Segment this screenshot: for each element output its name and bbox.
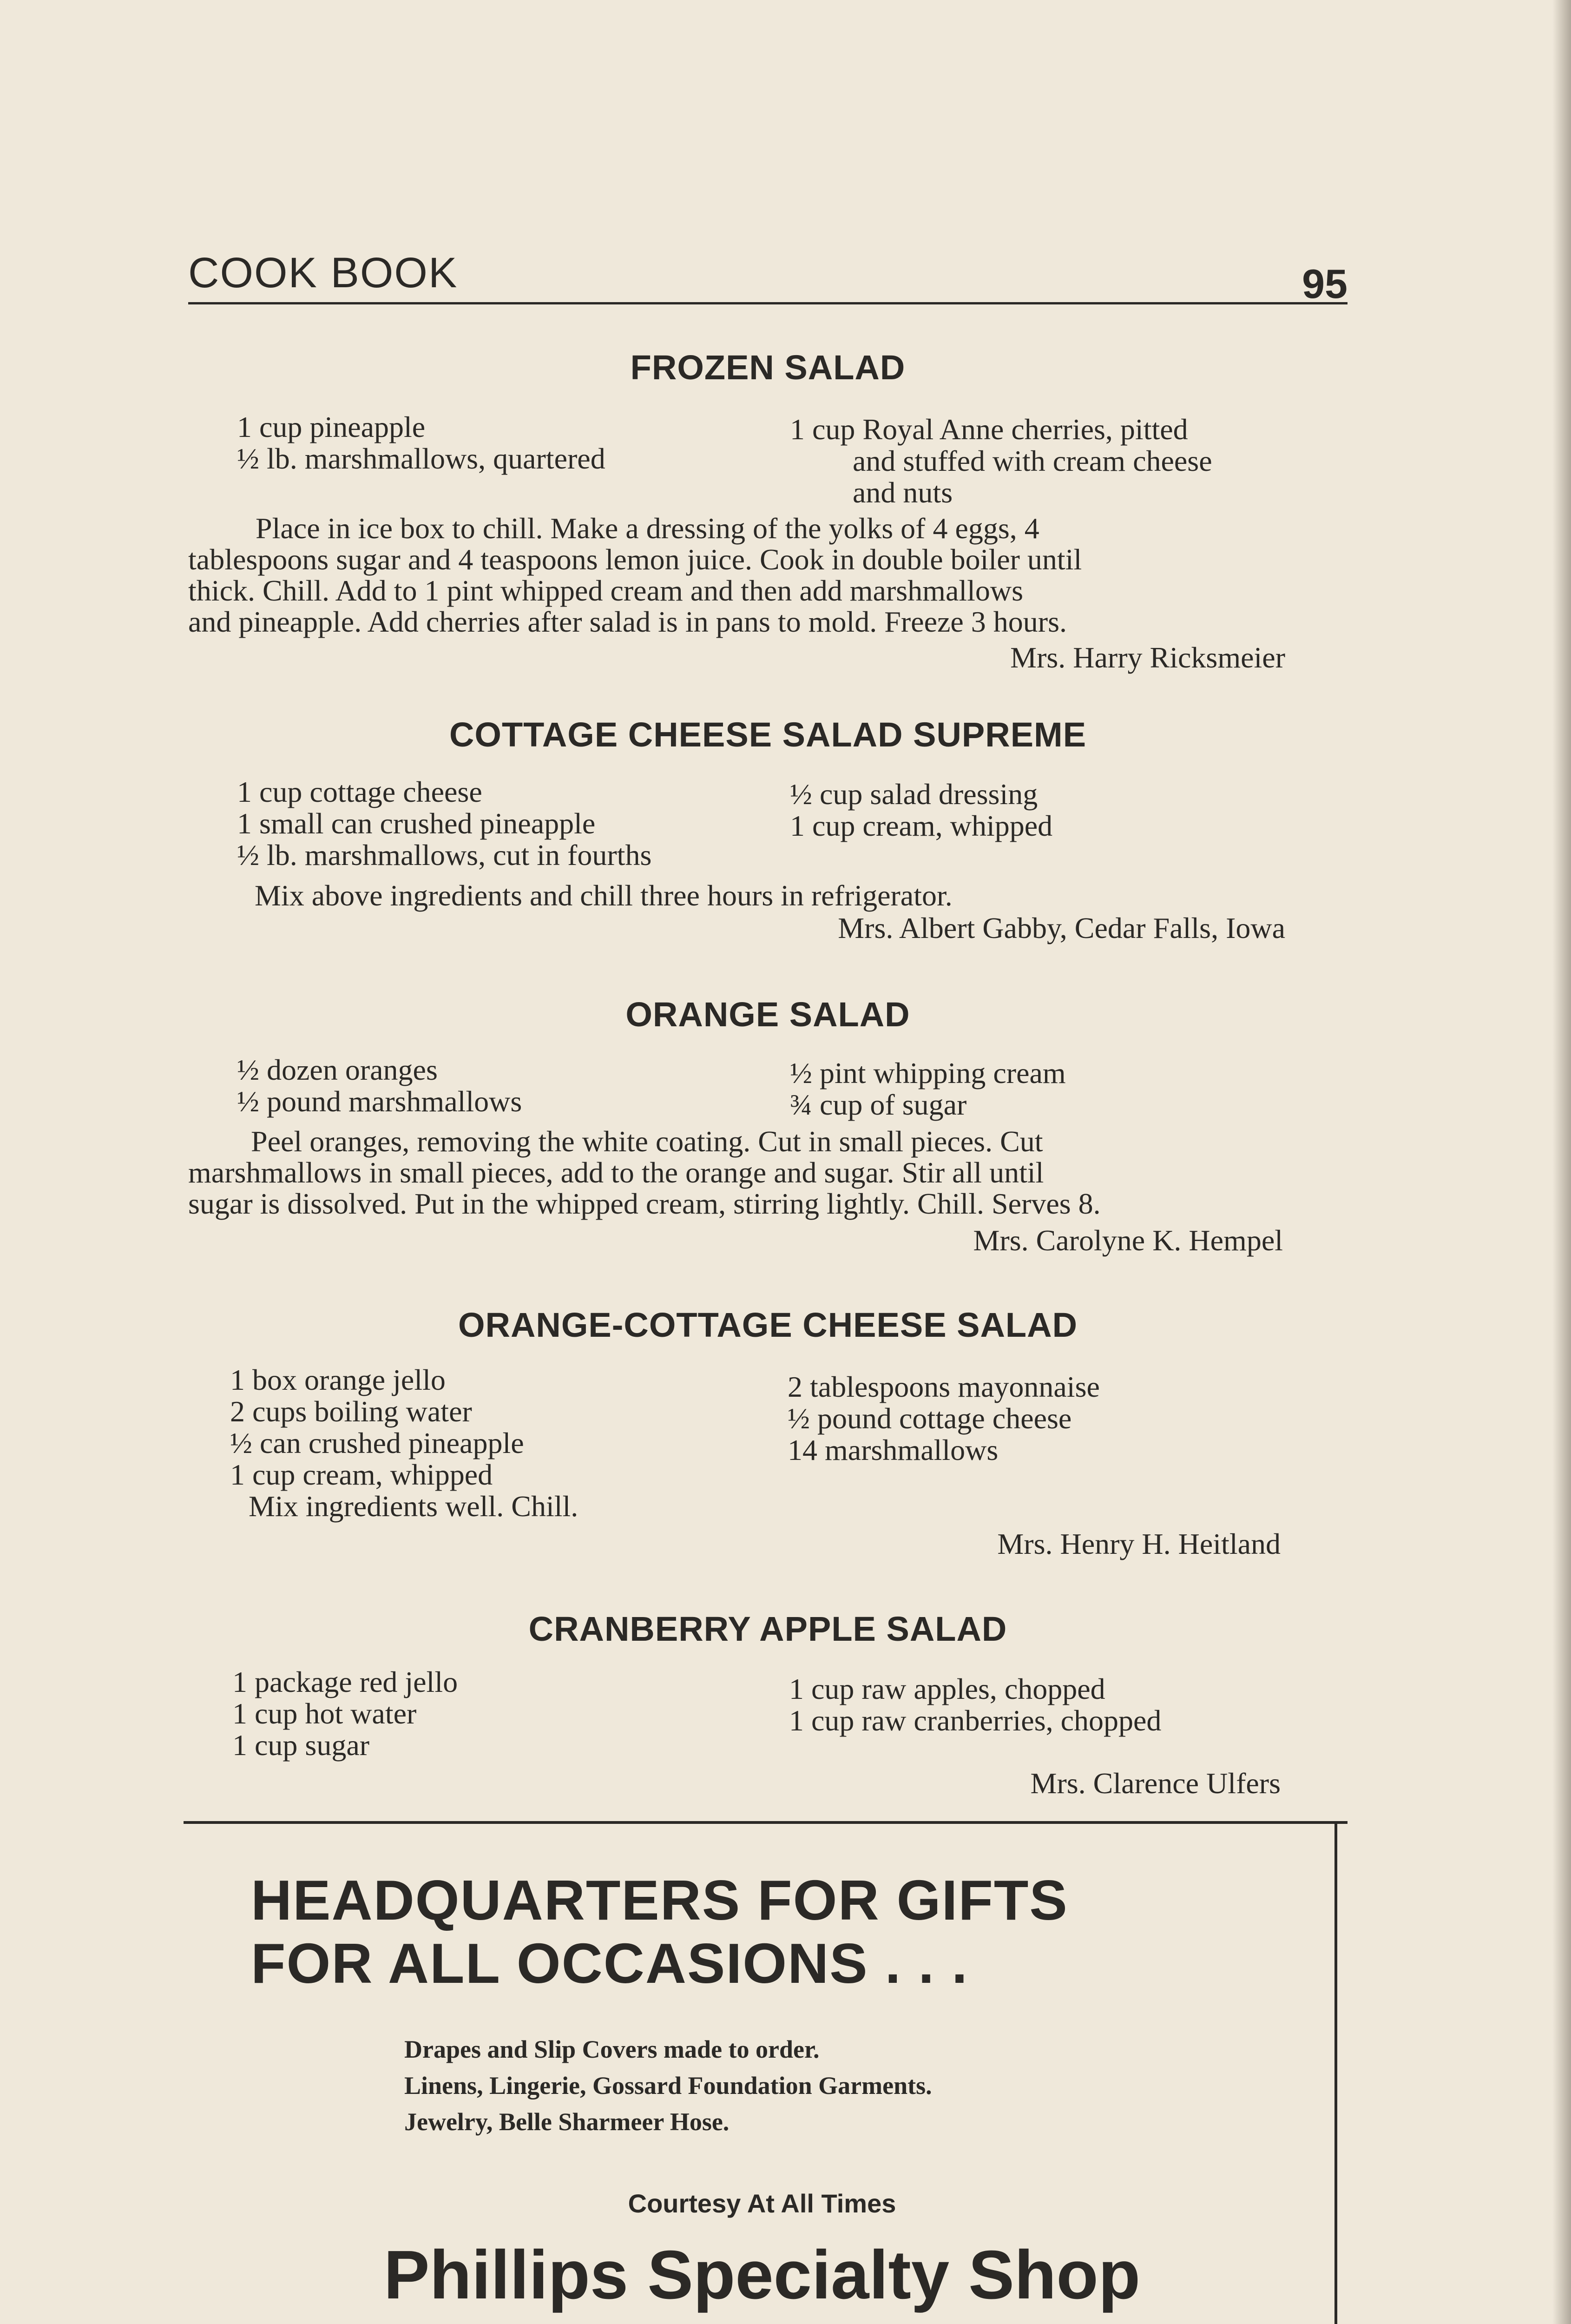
- recipe-title-frozen-salad: FROZEN SALAD: [630, 348, 906, 387]
- recipe-directions: Mix ingredients well. Chill.: [249, 1490, 578, 1523]
- ingredient: ½ can crushed pineapple: [230, 1426, 524, 1459]
- recipe-credit: Mrs. Henry H. Heitland: [997, 1527, 1281, 1560]
- ingredient: 1 cup pineapple: [237, 410, 426, 443]
- ingredients-right: [790, 414, 1212, 508]
- recipe-title-cranberry-apple-salad: CRANBERRY APPLE SALAD: [528, 1610, 1007, 1648]
- ingredient: 1 package red jello: [232, 1665, 458, 1698]
- ingredients-right: [790, 779, 1052, 842]
- ingredients-right: [789, 1673, 1161, 1736]
- direction-line: and pineapple. Add cherries after salad is in pans to mold. Freeze 3 hours.: [188, 605, 1067, 638]
- ingredient: 2 cups boiling water: [230, 1395, 472, 1428]
- ingredient: and stuffed with cream cheese: [853, 444, 1212, 477]
- recipe-directions: Mix above ingredients and chill three hours in refrigerator.: [255, 879, 953, 912]
- ad-line: Drapes and Slip Covers made to order.: [404, 2035, 820, 2063]
- ad-headline-line: FOR ALL OCCASIONS . . .: [251, 1932, 968, 1995]
- recipe-credit: Mrs. Carolyne K. Hempel: [973, 1224, 1283, 1257]
- ingredient: 14 marshmallows: [788, 1433, 999, 1466]
- ingredient: 1 cup sugar: [232, 1729, 370, 1762]
- ingredient: 2 tablespoons mayonnaise: [788, 1370, 1100, 1403]
- ingredient: 1 cup raw apples, chopped: [789, 1672, 1105, 1705]
- recipe-title-cottage-cheese-salad-supreme: COTTAGE CHEESE SALAD SUPREME: [449, 715, 1087, 754]
- ingredient: ¾ cup of sugar: [790, 1088, 967, 1121]
- ad-description: [404, 2031, 932, 2140]
- ad-headline-line: HEADQUARTERS FOR GIFTS: [251, 1868, 1068, 1932]
- page-number: 95: [1302, 261, 1348, 307]
- ingredient: ½ cup salad dressing: [790, 778, 1038, 811]
- recipe-title-orange-salad: ORANGE SALAD: [625, 995, 910, 1034]
- ingredient: 1 cup cottage cheese: [237, 775, 482, 808]
- ad-line: Linens, Lingerie, Gossard Foundation Garments.: [404, 2072, 932, 2100]
- ingredients-right: [790, 1057, 1066, 1121]
- direction-line: sugar is dissolved. Put in the whipped cream, stirring lightly. Chill. Serves 8.: [188, 1187, 1101, 1220]
- direction-line: thick. Chill. Add to 1 pint whipped cream and then add marshmallows: [188, 574, 1024, 607]
- ingredient: 1 cup raw cranberries, chopped: [789, 1704, 1162, 1737]
- ingredient: 1 cup hot water: [232, 1697, 417, 1730]
- ingredient: ½ pint whipping cream: [790, 1056, 1066, 1089]
- ingredients-right: [788, 1371, 1100, 1466]
- ingredient: 1 cup Royal Anne cherries, pitted: [790, 413, 1188, 446]
- ingredients-left: [237, 776, 651, 871]
- direction-line: tablespoons sugar and 4 teaspoons lemon juice. Cook in double boiler until: [188, 543, 1082, 576]
- book-title: COOK BOOK: [188, 249, 458, 297]
- ingredient: and nuts: [853, 476, 953, 509]
- direction-line: Place in ice box to chill. Make a dressing of the yolks of 4 eggs, 4: [256, 512, 1039, 545]
- ingredient: 1 box orange jello: [230, 1363, 446, 1396]
- ingredients-left: [230, 1364, 578, 1522]
- recipe-title-orange-cottage-cheese-salad: ORANGE-COTTAGE CHEESE SALAD: [458, 1306, 1078, 1344]
- ad-shop-name: Phillips Specialty Shop: [383, 2237, 1141, 2313]
- ingredient: ½ lb. marshmallows, cut in fourths: [237, 838, 652, 872]
- ad-courtesy: Courtesy At All Times: [628, 2189, 896, 2218]
- ad-headline: [251, 1868, 1068, 1995]
- ingredient: 1 small can crushed pineapple: [237, 807, 596, 840]
- direction-line: Peel oranges, removing the white coating. Cut in small pieces. Cut: [251, 1125, 1043, 1158]
- recipe-directions: [188, 1126, 1348, 1219]
- ingredients-left: [237, 411, 605, 475]
- ingredient: ½ pound marshmallows: [237, 1085, 522, 1118]
- direction-line: marshmallows in small pieces, add to the orange and sugar. Stir all until: [188, 1156, 1044, 1189]
- ad-border-top: [184, 1821, 1348, 1824]
- ad-line: Jewelry, Belle Sharmeer Hose.: [404, 2108, 730, 2136]
- ingredient: 1 cup cream, whipped: [230, 1458, 493, 1491]
- recipe-credit: Mrs. Harry Ricksmeier: [1010, 641, 1285, 674]
- page-edge-shadow: [1552, 0, 1571, 2324]
- recipe-credit: Mrs. Clarence Ulfers: [1030, 1767, 1281, 1800]
- ingredients-left: [237, 1054, 522, 1117]
- recipe-directions: [188, 513, 1348, 637]
- recipe-credit: Mrs. Albert Gabby, Cedar Falls, Iowa: [838, 911, 1285, 944]
- ingredient: ½ lb. marshmallows, quartered: [237, 442, 605, 475]
- ingredients-left: [232, 1666, 458, 1761]
- page-header: [188, 242, 1348, 307]
- ingredient: ½ dozen oranges: [237, 1053, 438, 1086]
- ingredient: 1 cup cream, whipped: [790, 809, 1053, 842]
- ingredient: ½ pound cottage cheese: [788, 1402, 1072, 1435]
